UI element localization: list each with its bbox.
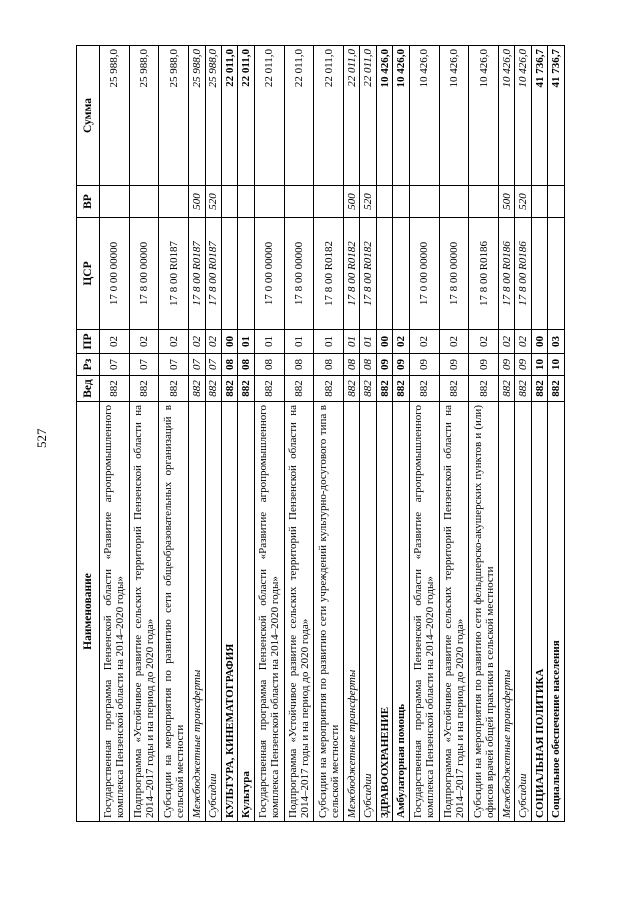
- cell-csr: 17 8 00 00000: [439, 218, 469, 330]
- table-row: [129, 46, 159, 822]
- table-row: [515, 46, 531, 822]
- cell-rz: 08: [254, 354, 284, 376]
- cell-csr: 17 8 00 R0186: [498, 218, 514, 330]
- cell-rz: 10: [531, 354, 547, 376]
- table-row: [100, 46, 130, 822]
- cell-name: Межбюджетные трансферты: [343, 402, 359, 822]
- cell-pr: 02: [205, 330, 221, 354]
- cell-vr: [254, 186, 284, 218]
- cell-vr: [548, 186, 565, 218]
- table-row: [439, 46, 469, 822]
- cell-ved: 882: [376, 376, 392, 402]
- cell-rz: 08: [343, 354, 359, 376]
- table-row: [343, 46, 359, 822]
- cell-csr: 17 8 00 R0182: [343, 218, 359, 330]
- cell-pr: 02: [515, 330, 531, 354]
- cell-rz: 07: [129, 354, 159, 376]
- cell-ved: 882: [284, 376, 314, 402]
- cell-pr: 02: [469, 330, 499, 354]
- cell-csr: 17 8 00 00000: [129, 218, 159, 330]
- cell-ved: 882: [205, 376, 221, 402]
- cell-name: Субсидии: [360, 402, 376, 822]
- cell-ved: 882: [343, 376, 359, 402]
- cell-ved: 882: [498, 376, 514, 402]
- header-vr: ВР: [77, 186, 100, 218]
- cell-ved: 882: [360, 376, 376, 402]
- cell-sum: 22 011,0: [314, 46, 344, 186]
- cell-pr: 01: [284, 330, 314, 354]
- cell-vr: [159, 186, 189, 218]
- cell-pr: 02: [189, 330, 205, 354]
- cell-sum: 25 988,0: [189, 46, 205, 186]
- cell-vr: [284, 186, 314, 218]
- cell-ved: 882: [238, 376, 254, 402]
- cell-csr: [221, 218, 237, 330]
- cell-name: Подпрограмма «Устойчивое развитие сельских территорий Пензенской области на 2014–2017 годы и на период до 2020 года»: [129, 402, 159, 822]
- cell-pr: 02: [409, 330, 439, 354]
- cell-pr: 01: [314, 330, 344, 354]
- cell-name: Субсидии на мероприятия по развитию сети учреждений культурно-досугового типа в сельской местности: [314, 402, 344, 822]
- cell-sum: 41 736,7: [548, 46, 565, 186]
- cell-name: Амбулаторная помощь: [393, 402, 409, 822]
- cell-sum: 22 011,0: [360, 46, 376, 186]
- cell-pr: 01: [238, 330, 254, 354]
- cell-csr: 17 8 00 R0182: [360, 218, 376, 330]
- cell-rz: 07: [159, 354, 189, 376]
- cell-name: Государственная программа Пензенской области «Развитие агропромышленного комплекса Пензенской области на 2014–2020 годы»: [254, 402, 284, 822]
- cell-vr: [238, 186, 254, 218]
- cell-ved: 882: [393, 376, 409, 402]
- table-row: [238, 46, 254, 822]
- cell-sum: 10 426,0: [376, 46, 392, 186]
- header-name: Наименование: [77, 402, 100, 822]
- cell-ved: 882: [189, 376, 205, 402]
- cell-name: Социальное обеспечение населения: [548, 402, 565, 822]
- table-row: [360, 46, 376, 822]
- table-row: [205, 46, 221, 822]
- cell-csr: [376, 218, 392, 330]
- cell-ved: 882: [254, 376, 284, 402]
- cell-rz: 07: [100, 354, 130, 376]
- cell-sum: 25 988,0: [129, 46, 159, 186]
- cell-ved: 882: [515, 376, 531, 402]
- cell-csr: 17 8 00 R0186: [469, 218, 499, 330]
- cell-sum: 22 011,0: [284, 46, 314, 186]
- cell-sum: 22 011,0: [343, 46, 359, 186]
- cell-ved: 882: [159, 376, 189, 402]
- cell-csr: 17 8 00 R0187: [189, 218, 205, 330]
- cell-rz: 08: [238, 354, 254, 376]
- cell-ved: 882: [221, 376, 237, 402]
- cell-pr: 02: [439, 330, 469, 354]
- cell-vr: [393, 186, 409, 218]
- header-rz: Рз: [77, 354, 100, 376]
- cell-csr: [393, 218, 409, 330]
- header-sum: Сумма: [77, 46, 100, 186]
- cell-ved: 882: [531, 376, 547, 402]
- table-row: [409, 46, 439, 822]
- cell-sum: 10 426,0: [439, 46, 469, 186]
- cell-vr: 500: [189, 186, 205, 218]
- cell-vr: [531, 186, 547, 218]
- cell-vr: [100, 186, 130, 218]
- cell-sum: 10 426,0: [393, 46, 409, 186]
- header-ved: Вед: [77, 376, 100, 402]
- cell-sum: 25 988,0: [100, 46, 130, 186]
- table-row: [393, 46, 409, 822]
- cell-vr: [469, 186, 499, 218]
- cell-vr: [221, 186, 237, 218]
- table-row: [548, 46, 565, 822]
- cell-sum: 22 011,0: [254, 46, 284, 186]
- table-row: [159, 46, 189, 822]
- cell-rz: 08: [314, 354, 344, 376]
- header-pr: ПР: [77, 330, 100, 354]
- cell-vr: 500: [343, 186, 359, 218]
- cell-rz: 08: [360, 354, 376, 376]
- cell-sum: 22 011,0: [238, 46, 254, 186]
- cell-ved: 882: [409, 376, 439, 402]
- cell-pr: 01: [343, 330, 359, 354]
- cell-rz: 10: [548, 354, 565, 376]
- cell-pr: 02: [100, 330, 130, 354]
- cell-vr: [129, 186, 159, 218]
- budget-table: [76, 45, 565, 822]
- table-row: [314, 46, 344, 822]
- cell-vr: 520: [515, 186, 531, 218]
- table-row: [221, 46, 237, 822]
- cell-name: Субсидии на мероприятия по развитию сети фельдшерско-акушерских пунктов и (или) офисов врачей общей практики в сельской местности: [469, 402, 499, 822]
- cell-vr: [409, 186, 439, 218]
- cell-rz: 09: [498, 354, 514, 376]
- table-header-row: [77, 46, 100, 822]
- cell-csr: 17 8 00 R0182: [314, 218, 344, 330]
- cell-pr: 00: [221, 330, 237, 354]
- cell-name: Подпрограмма «Устойчивое развитие сельских территорий Пензенской области на 2014–2017 годы и на период до 2020 года»: [439, 402, 469, 822]
- cell-csr: 17 8 00 R0187: [205, 218, 221, 330]
- cell-sum: 10 426,0: [515, 46, 531, 186]
- cell-sum: 25 988,0: [205, 46, 221, 186]
- cell-rz: 07: [205, 354, 221, 376]
- cell-vr: [314, 186, 344, 218]
- page-number: 527: [34, 428, 49, 448]
- rotated-table-container: [76, 46, 565, 822]
- cell-pr: 00: [376, 330, 392, 354]
- cell-csr: [238, 218, 254, 330]
- table-row: [498, 46, 514, 822]
- cell-pr: 01: [254, 330, 284, 354]
- table-row: [531, 46, 547, 822]
- cell-ved: 882: [548, 376, 565, 402]
- cell-rz: 07: [189, 354, 205, 376]
- cell-ved: 882: [129, 376, 159, 402]
- cell-sum: 10 426,0: [498, 46, 514, 186]
- cell-name: ЗДРАВООХРАНЕНИЕ: [376, 402, 392, 822]
- cell-ved: 882: [439, 376, 469, 402]
- cell-pr: 01: [360, 330, 376, 354]
- cell-pr: 02: [393, 330, 409, 354]
- cell-ved: 882: [469, 376, 499, 402]
- cell-ved: 882: [100, 376, 130, 402]
- cell-pr: 02: [159, 330, 189, 354]
- cell-csr: 17 8 00 00000: [284, 218, 314, 330]
- cell-csr: 17 8 00 R0187: [159, 218, 189, 330]
- cell-name: Субсидии: [205, 402, 221, 822]
- cell-rz: 09: [439, 354, 469, 376]
- cell-name: КУЛЬТУРА, КИНЕМАТОГРАФИЯ: [221, 402, 237, 822]
- table-row: [254, 46, 284, 822]
- cell-vr: [439, 186, 469, 218]
- table-row: [376, 46, 392, 822]
- cell-sum: 41 736,7: [531, 46, 547, 186]
- cell-name: Субсидии: [515, 402, 531, 822]
- cell-csr: [548, 218, 565, 330]
- table-row: [189, 46, 205, 822]
- cell-vr: 520: [360, 186, 376, 218]
- cell-sum: 10 426,0: [409, 46, 439, 186]
- cell-sum: 10 426,0: [469, 46, 499, 186]
- cell-csr: 17 0 00 00000: [254, 218, 284, 330]
- cell-name: Государственная программа Пензенской области «Развитие агропромышленного комплекса Пензенской области на 2014–2020 годы»: [409, 402, 439, 822]
- cell-rz: 08: [284, 354, 314, 376]
- cell-rz: 09: [469, 354, 499, 376]
- cell-rz: 09: [409, 354, 439, 376]
- cell-name: СОЦИАЛЬНАЯ ПОЛИТИКА: [531, 402, 547, 822]
- cell-rz: 09: [515, 354, 531, 376]
- cell-csr: [531, 218, 547, 330]
- cell-vr: [376, 186, 392, 218]
- cell-sum: 25 988,0: [159, 46, 189, 186]
- cell-rz: 09: [393, 354, 409, 376]
- cell-pr: 02: [129, 330, 159, 354]
- cell-sum: 22 011,0: [221, 46, 237, 186]
- cell-pr: 00: [531, 330, 547, 354]
- header-csr: ЦСР: [77, 218, 100, 330]
- cell-name: Подпрограмма «Устойчивое развитие сельских территорий Пензенской области на 2014–2017 годы и на период до 2020 года»: [284, 402, 314, 822]
- cell-name: Государственная программа Пензенской области «Развитие агропромышленного комплекса Пензенской области на 2014–2020 годы»: [100, 402, 130, 822]
- cell-csr: 17 8 00 R0186: [515, 218, 531, 330]
- cell-pr: 03: [548, 330, 565, 354]
- cell-rz: 09: [376, 354, 392, 376]
- cell-vr: 520: [205, 186, 221, 218]
- cell-csr: 17 0 00 00000: [100, 218, 130, 330]
- table-row: [284, 46, 314, 822]
- cell-name: Субсидии на мероприятия по развитию сети общеобразовательных организаций в сельской местности: [159, 402, 189, 822]
- table-row: [469, 46, 499, 822]
- cell-rz: 08: [221, 354, 237, 376]
- cell-name: Межбюджетные трансферты: [189, 402, 205, 822]
- cell-pr: 02: [498, 330, 514, 354]
- cell-name: Культура: [238, 402, 254, 822]
- cell-name: Межбюджетные трансферты: [498, 402, 514, 822]
- cell-ved: 882: [314, 376, 344, 402]
- cell-csr: 17 0 00 00000: [409, 218, 439, 330]
- cell-vr: 500: [498, 186, 514, 218]
